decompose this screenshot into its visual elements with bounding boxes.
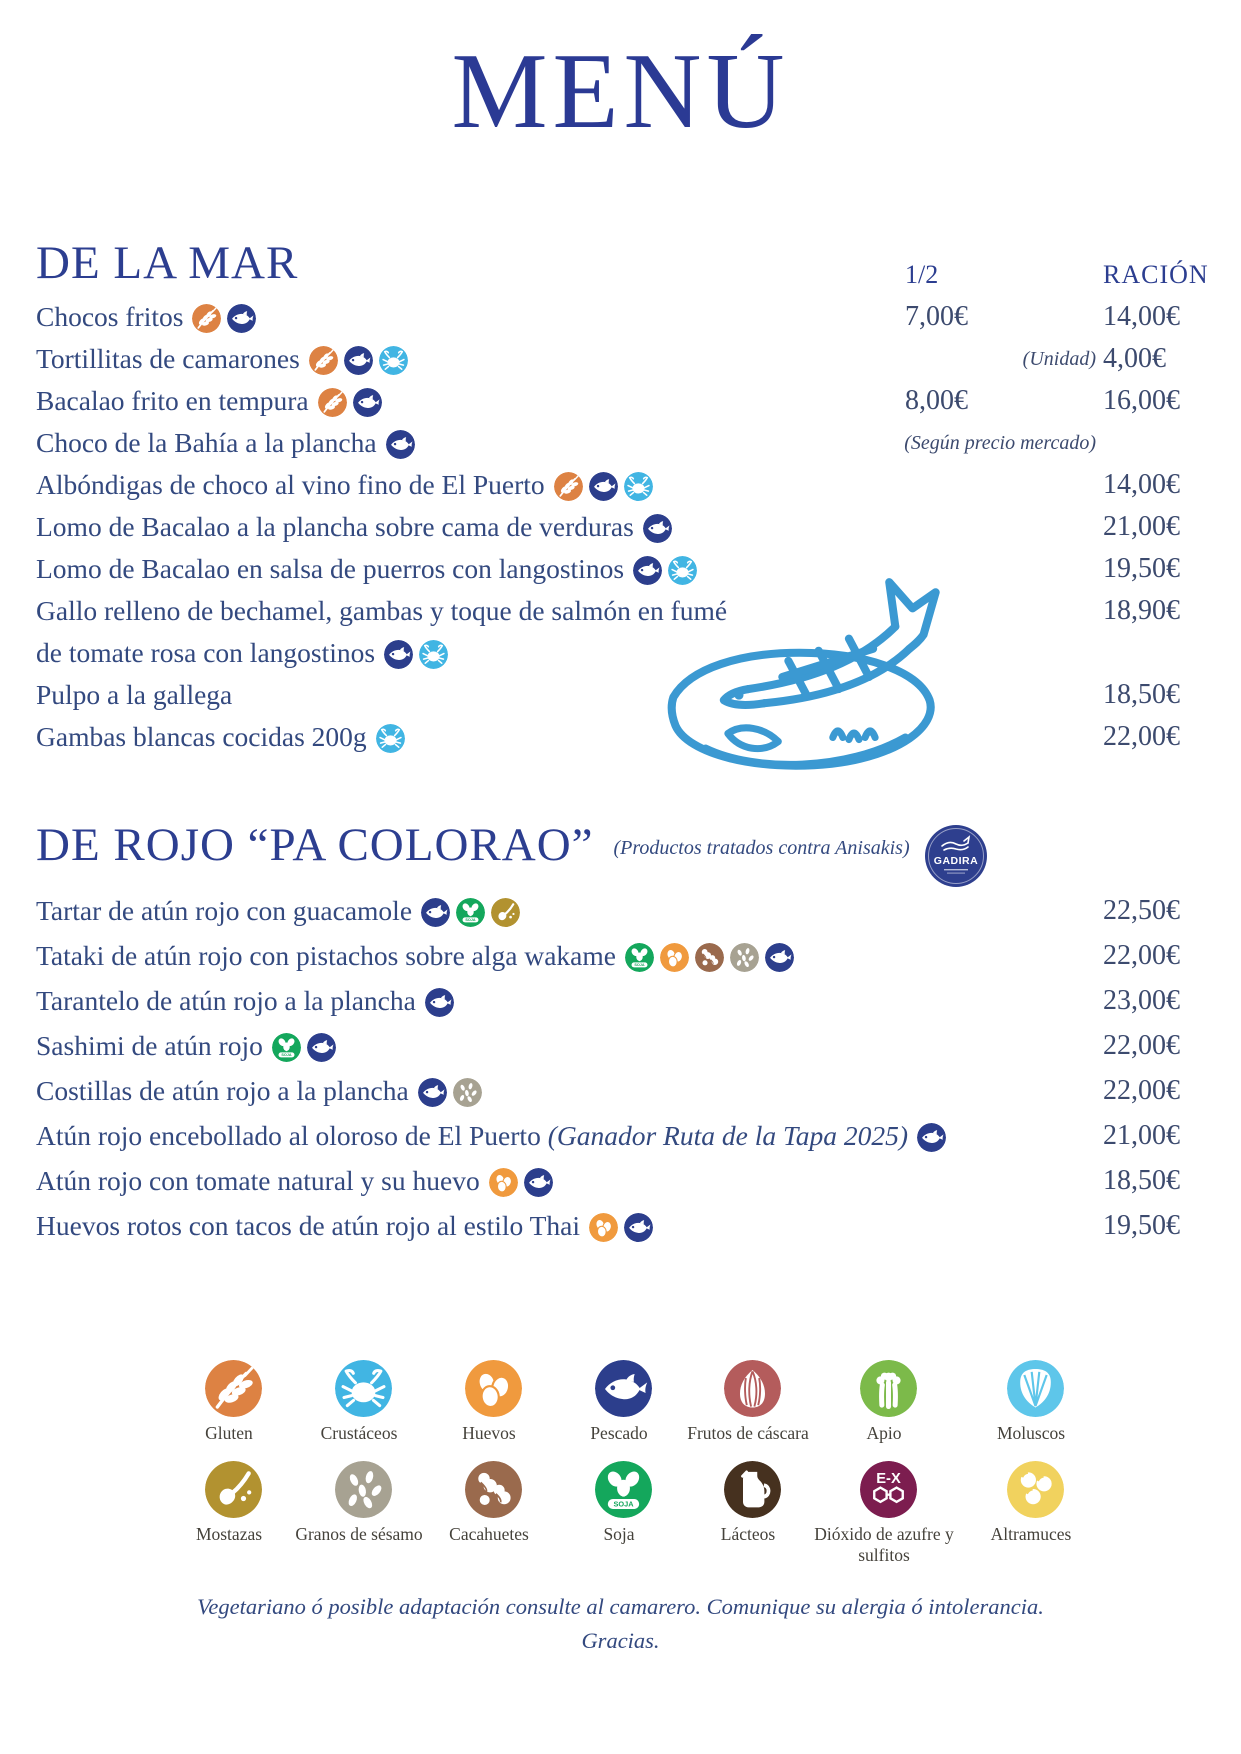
menu-item-row bbox=[36, 296, 1241, 338]
allergen-pescado-icon bbox=[595, 1360, 652, 1417]
item-name: de tomate rosa con langostinos bbox=[36, 632, 1241, 674]
allergen-gluten-icon bbox=[554, 472, 583, 501]
allergen-huevos-icon bbox=[489, 1168, 518, 1197]
item-name: Tataki de atún rojo con pistachos sobre alga wakame bbox=[36, 933, 1241, 978]
item-name: Lomo de Bacalao a la plancha sobre cama de verduras bbox=[36, 506, 1241, 548]
allergen-pescado-icon bbox=[353, 388, 382, 417]
allergen-huevos-icon bbox=[660, 943, 689, 972]
item-name: Bacalao frito en tempura bbox=[36, 380, 1241, 422]
allergen-apio-icon bbox=[860, 1360, 917, 1417]
allergen-pescado-icon bbox=[386, 430, 415, 459]
allergen-crustaceos-icon bbox=[419, 640, 448, 669]
legend-label: Huevos bbox=[462, 1423, 516, 1443]
allergen-gluten-icon bbox=[309, 346, 338, 375]
item-price-racion: 19,50€ bbox=[1103, 553, 1180, 584]
legend-entry-apio bbox=[809, 1360, 959, 1444]
item-price-racion: 22,00€ bbox=[1103, 1030, 1180, 1061]
item-price-racion: 14,00€ bbox=[1103, 301, 1180, 332]
section-header-de-la-mar bbox=[36, 236, 1241, 296]
allergen-mostazas-icon bbox=[491, 898, 520, 927]
legend-entry-gluten bbox=[154, 1360, 304, 1444]
gadira-badge bbox=[924, 824, 988, 888]
legend-label: Dióxido de azufre y sulfitos bbox=[814, 1524, 954, 1565]
allergen-pescado-icon bbox=[917, 1123, 946, 1152]
legend-entry-mostazas bbox=[154, 1461, 304, 1545]
legend-entry-pescado bbox=[544, 1360, 694, 1444]
allergen-pescado-icon bbox=[643, 514, 672, 543]
legend-entry-altramuces bbox=[956, 1461, 1106, 1545]
allergen-huevos-icon bbox=[589, 1213, 618, 1242]
item-name: Sashimi de atún rojo bbox=[36, 1023, 1241, 1068]
allergen-gluten-icon bbox=[318, 388, 347, 417]
legend-label: Gluten bbox=[205, 1423, 253, 1443]
menu-item-row bbox=[36, 978, 1241, 1023]
item-price-racion: 23,00€ bbox=[1103, 985, 1180, 1016]
item-price-racion: 18,50€ bbox=[1103, 679, 1180, 710]
allergen-pescado-icon bbox=[384, 640, 413, 669]
item-name: Tortillitas de camarones bbox=[36, 338, 1241, 380]
menu-item-row bbox=[36, 506, 1241, 548]
menu-item-row bbox=[36, 1203, 1241, 1248]
menu-item-row bbox=[36, 422, 1241, 464]
item-price-racion: 16,00€ bbox=[1103, 385, 1180, 416]
legend-row bbox=[0, 1356, 1241, 1457]
allergen-moluscos-icon bbox=[1007, 1360, 1064, 1417]
legend-entry-sulfitos bbox=[809, 1461, 959, 1565]
legend-label: Granos de sésamo bbox=[295, 1524, 423, 1544]
menu-item-row bbox=[36, 888, 1241, 933]
legend-label: Cacahuetes bbox=[449, 1524, 529, 1544]
menu-item-row bbox=[36, 1158, 1241, 1203]
allergen-soja-icon bbox=[272, 1033, 301, 1062]
menu-item-row bbox=[36, 1023, 1241, 1068]
legend-label: Soja bbox=[603, 1524, 635, 1544]
item-price-half: 8,00€ bbox=[905, 385, 968, 416]
allergen-crustaceos-icon bbox=[624, 472, 653, 501]
allergen-altramuces-icon bbox=[1007, 1461, 1064, 1518]
item-price-racion: 21,00€ bbox=[1103, 511, 1180, 542]
allergen-legend bbox=[0, 1356, 1241, 1565]
item-price-racion: 21,00€ bbox=[1103, 1120, 1180, 1151]
allergen-pescado-icon bbox=[418, 1078, 447, 1107]
allergen-pescado-icon bbox=[344, 346, 373, 375]
item-name: Choco de la Bahía a la plancha bbox=[36, 422, 1241, 464]
legend-entry-crustaceos bbox=[284, 1360, 434, 1444]
item-price-racion: 22,00€ bbox=[1103, 1075, 1180, 1106]
footer-line-2: Gracias. bbox=[581, 1627, 660, 1653]
legend-entry-lacteos bbox=[673, 1461, 823, 1545]
item-price-half: 7,00€ bbox=[905, 301, 968, 332]
item-price-racion: 22,50€ bbox=[1103, 895, 1180, 926]
legend-label: Crustáceos bbox=[320, 1423, 398, 1443]
allergen-gluten-icon bbox=[192, 304, 221, 333]
allergen-pescado-icon bbox=[227, 304, 256, 333]
menu-item-row bbox=[36, 1068, 1241, 1113]
item-name: Chocos fritos bbox=[36, 296, 1241, 338]
allergen-cacahuetes-icon bbox=[695, 943, 724, 972]
allergen-soja-icon bbox=[456, 898, 485, 927]
allergen-pescado-icon bbox=[425, 988, 454, 1017]
section-heading: DE LA MAR bbox=[36, 237, 299, 289]
allergen-mostazas-icon bbox=[205, 1461, 262, 1518]
allergen-soja-icon bbox=[595, 1461, 652, 1518]
column-header-racion: RACIÓN bbox=[1103, 260, 1209, 289]
item-name: Pulpo a la gallega bbox=[36, 679, 233, 710]
allergen-pescado-icon bbox=[421, 898, 450, 927]
menu-item-row bbox=[36, 933, 1241, 978]
legend-row bbox=[0, 1457, 1241, 1565]
fish-plate-illustration bbox=[634, 564, 969, 794]
legend-label: Apio bbox=[866, 1423, 902, 1443]
item-name: Gallo relleno de bechamel, gambas y toque de salmón en fumé bbox=[36, 595, 728, 626]
item-price-racion: 14,00€ bbox=[1103, 469, 1180, 500]
allergen-pescado-icon bbox=[307, 1033, 336, 1062]
item-name: Gambas blancas cocidas 200g bbox=[36, 716, 1241, 758]
item-name: Lomo de Bacalao en salsa de puerros con langostinos bbox=[36, 548, 1241, 590]
legend-label: Frutos de cáscara bbox=[687, 1423, 809, 1443]
allergen-huevos-icon bbox=[465, 1360, 522, 1417]
footer-note bbox=[0, 1590, 1241, 1658]
legend-entry-cacahuetes bbox=[414, 1461, 564, 1545]
item-price-racion: 4,00€ bbox=[1103, 343, 1166, 374]
legend-label: Mostazas bbox=[195, 1524, 263, 1544]
item-price-racion: 22,00€ bbox=[1103, 940, 1180, 971]
footer-line-1: Vegetariano ó posible adaptación consulte al camarero. Comunique su alergia ó intolerancia. bbox=[197, 1594, 1044, 1619]
column-header-half: 1/2 bbox=[905, 260, 939, 289]
item-price-note: (Según precio mercado) bbox=[904, 432, 1096, 454]
legend-label: Pescado bbox=[590, 1423, 648, 1443]
menu-item-row bbox=[36, 1113, 1241, 1158]
legend-entry-frutos_cascara bbox=[673, 1360, 823, 1444]
legend-entry-soja bbox=[544, 1461, 694, 1545]
allergen-pescado-icon bbox=[624, 1213, 653, 1242]
menu-item-row bbox=[36, 380, 1241, 422]
allergen-crustaceos-icon bbox=[335, 1360, 392, 1417]
item-name: Costillas de atún rojo a la plancha bbox=[36, 1068, 1241, 1113]
allergen-sulfitos-icon bbox=[860, 1461, 917, 1518]
menu-item-row bbox=[36, 464, 1241, 506]
allergen-cacahuetes-icon bbox=[465, 1461, 522, 1518]
item-price-racion: 18,90€ bbox=[1103, 595, 1180, 626]
allergen-sesamo-icon bbox=[453, 1078, 482, 1107]
section-subtitle: (Productos tratados contra Anisakis) bbox=[613, 837, 910, 859]
allergen-pescado-icon bbox=[524, 1168, 553, 1197]
item-price-racion: 18,50€ bbox=[1103, 1165, 1180, 1196]
legend-entry-moluscos bbox=[956, 1360, 1106, 1444]
legend-entry-sesamo bbox=[284, 1461, 434, 1545]
item-name: Albóndigas de choco al vino fino de El Puerto bbox=[36, 464, 1241, 506]
item-name-note: (Ganador Ruta de la Tapa 2025) bbox=[547, 1120, 909, 1151]
allergen-crustaceos-icon bbox=[379, 346, 408, 375]
item-name: Huevos rotos con tacos de atún rojo al estilo Thai bbox=[36, 1203, 1241, 1248]
allergen-frutos_cascara-icon bbox=[724, 1360, 781, 1417]
item-price-racion: 22,00€ bbox=[1103, 721, 1180, 752]
legend-entry-huevos bbox=[414, 1360, 564, 1444]
item-list-de-rojo bbox=[36, 888, 1241, 1248]
allergen-sesamo-icon bbox=[730, 943, 759, 972]
legend-label: Lácteos bbox=[720, 1524, 776, 1544]
item-name: Atún rojo encebollado al oloroso de El Puerto (Ganador Ruta de la Tapa 2025) bbox=[36, 1113, 1241, 1158]
legend-label: Moluscos bbox=[996, 1423, 1066, 1443]
item-price-note: (Unidad) bbox=[1022, 348, 1096, 370]
item-name: Tartar de atún rojo con guacamole bbox=[36, 888, 1241, 933]
allergen-crustaceos-icon bbox=[376, 724, 405, 753]
gadira-badge-label: GADIRA bbox=[933, 855, 979, 867]
allergen-pescado-icon bbox=[765, 943, 794, 972]
menu-item-row bbox=[36, 338, 1241, 380]
allergen-gluten-icon bbox=[205, 1360, 262, 1417]
section-heading: DE ROJO “PA COLORAO” bbox=[36, 819, 594, 871]
page-title: MENÚ bbox=[451, 32, 790, 151]
allergen-soja-icon bbox=[625, 943, 654, 972]
allergen-pescado-icon bbox=[589, 472, 618, 501]
allergen-sesamo-icon bbox=[335, 1461, 392, 1518]
item-name: Atún rojo con tomate natural y su huevo bbox=[36, 1158, 1241, 1203]
item-price-racion: 19,50€ bbox=[1103, 1210, 1180, 1241]
legend-label: Altramuces bbox=[990, 1524, 1072, 1544]
allergen-lacteos-icon bbox=[724, 1461, 781, 1518]
item-name: Tarantelo de atún rojo a la plancha bbox=[36, 978, 1241, 1023]
